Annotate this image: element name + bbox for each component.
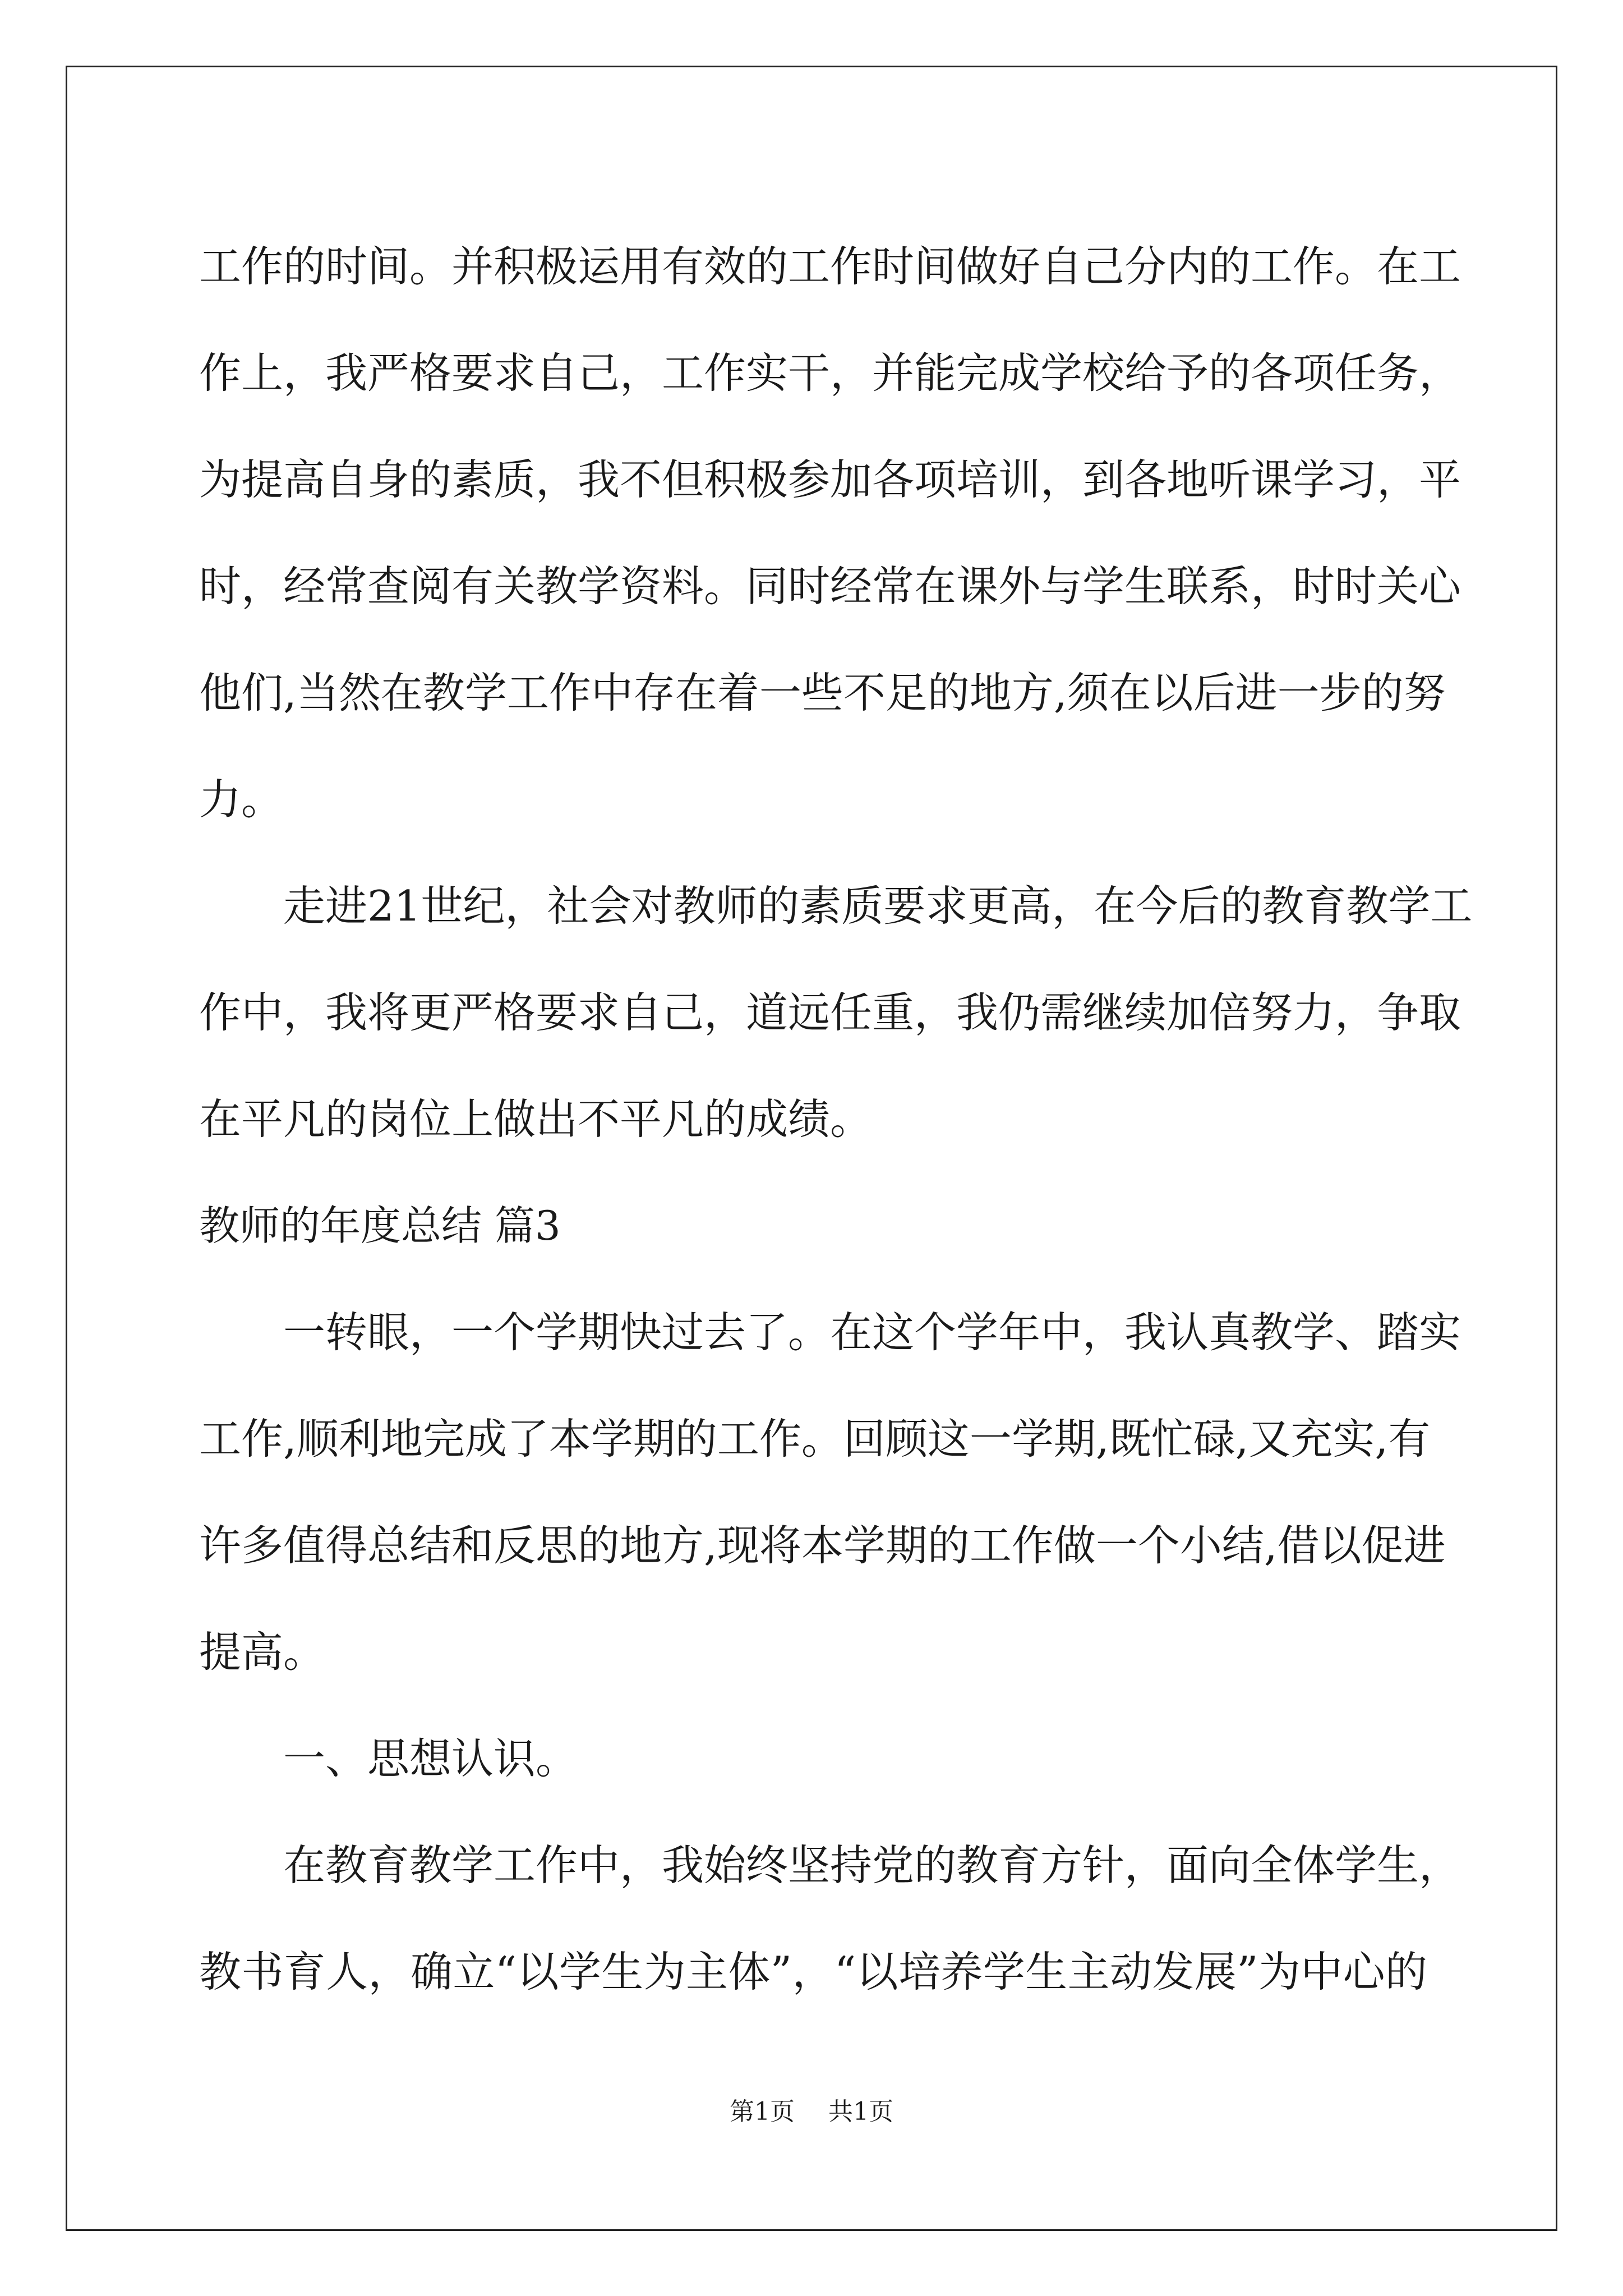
page-footer <box>0 2095 1623 2129</box>
text-line: 提高。 <box>199 1627 326 1677</box>
text-line: 在平凡的岗位上做出不平凡的成绩。 <box>199 1094 873 1144</box>
text-line: 工作的时间。并积极运用有效的工作时间做好自己分内的工作。在工 <box>199 242 1461 291</box>
text-line: 教书育人，确立“以学生为主体”，“以培养学生主动发展”为中心的 <box>199 1947 1427 1996</box>
text-line: 他们,当然在教学工作中存在着一些不足的地方,须在以后进一步的努 <box>199 668 1446 717</box>
text-line: 工作,顺利地完成了本学期的工作。回顾这一学期,既忙碌,又充实,有 <box>199 1414 1431 1464</box>
text-line: 一转眼，一个学期快过去了。在这个学年中，我认真教学、踏实 <box>283 1308 1461 1357</box>
subsection-heading: 一、思想认识。 <box>283 1734 578 1783</box>
text-line: 时，经常查阅有关教学资料。同时经常在课外与学生联系，时时关心 <box>199 562 1461 611</box>
document-body <box>199 213 1473 2025</box>
text-line: 为提高自身的素质，我不但积极参加各项培训，到各地听课学习，平 <box>199 455 1461 504</box>
text-line: 作中，我将更严格要求自己，道远任重，我仍需继续加倍努力，争取 <box>199 988 1461 1037</box>
page-number: 第1页 <box>730 2097 795 2126</box>
text-line: 作上，我严格要求自己，工作实干，并能完成学校给予的各项任务， <box>199 348 1461 398</box>
page-total: 共1页 <box>828 2097 893 2126</box>
text-line: 力。 <box>199 775 284 824</box>
text-line: 走进21世纪，社会对教师的素质要求更高，在今后的教育教学工 <box>283 881 1473 931</box>
text-line: 许多值得总结和反思的地方,现将本学期的工作做一个小结,借以促进 <box>199 1521 1446 1570</box>
section-heading: 教师的年度总结 篇3 <box>199 1202 561 1249</box>
text-line: 在教育教学工作中，我始终坚持党的教育方针，面向全体学生， <box>283 1841 1461 1890</box>
